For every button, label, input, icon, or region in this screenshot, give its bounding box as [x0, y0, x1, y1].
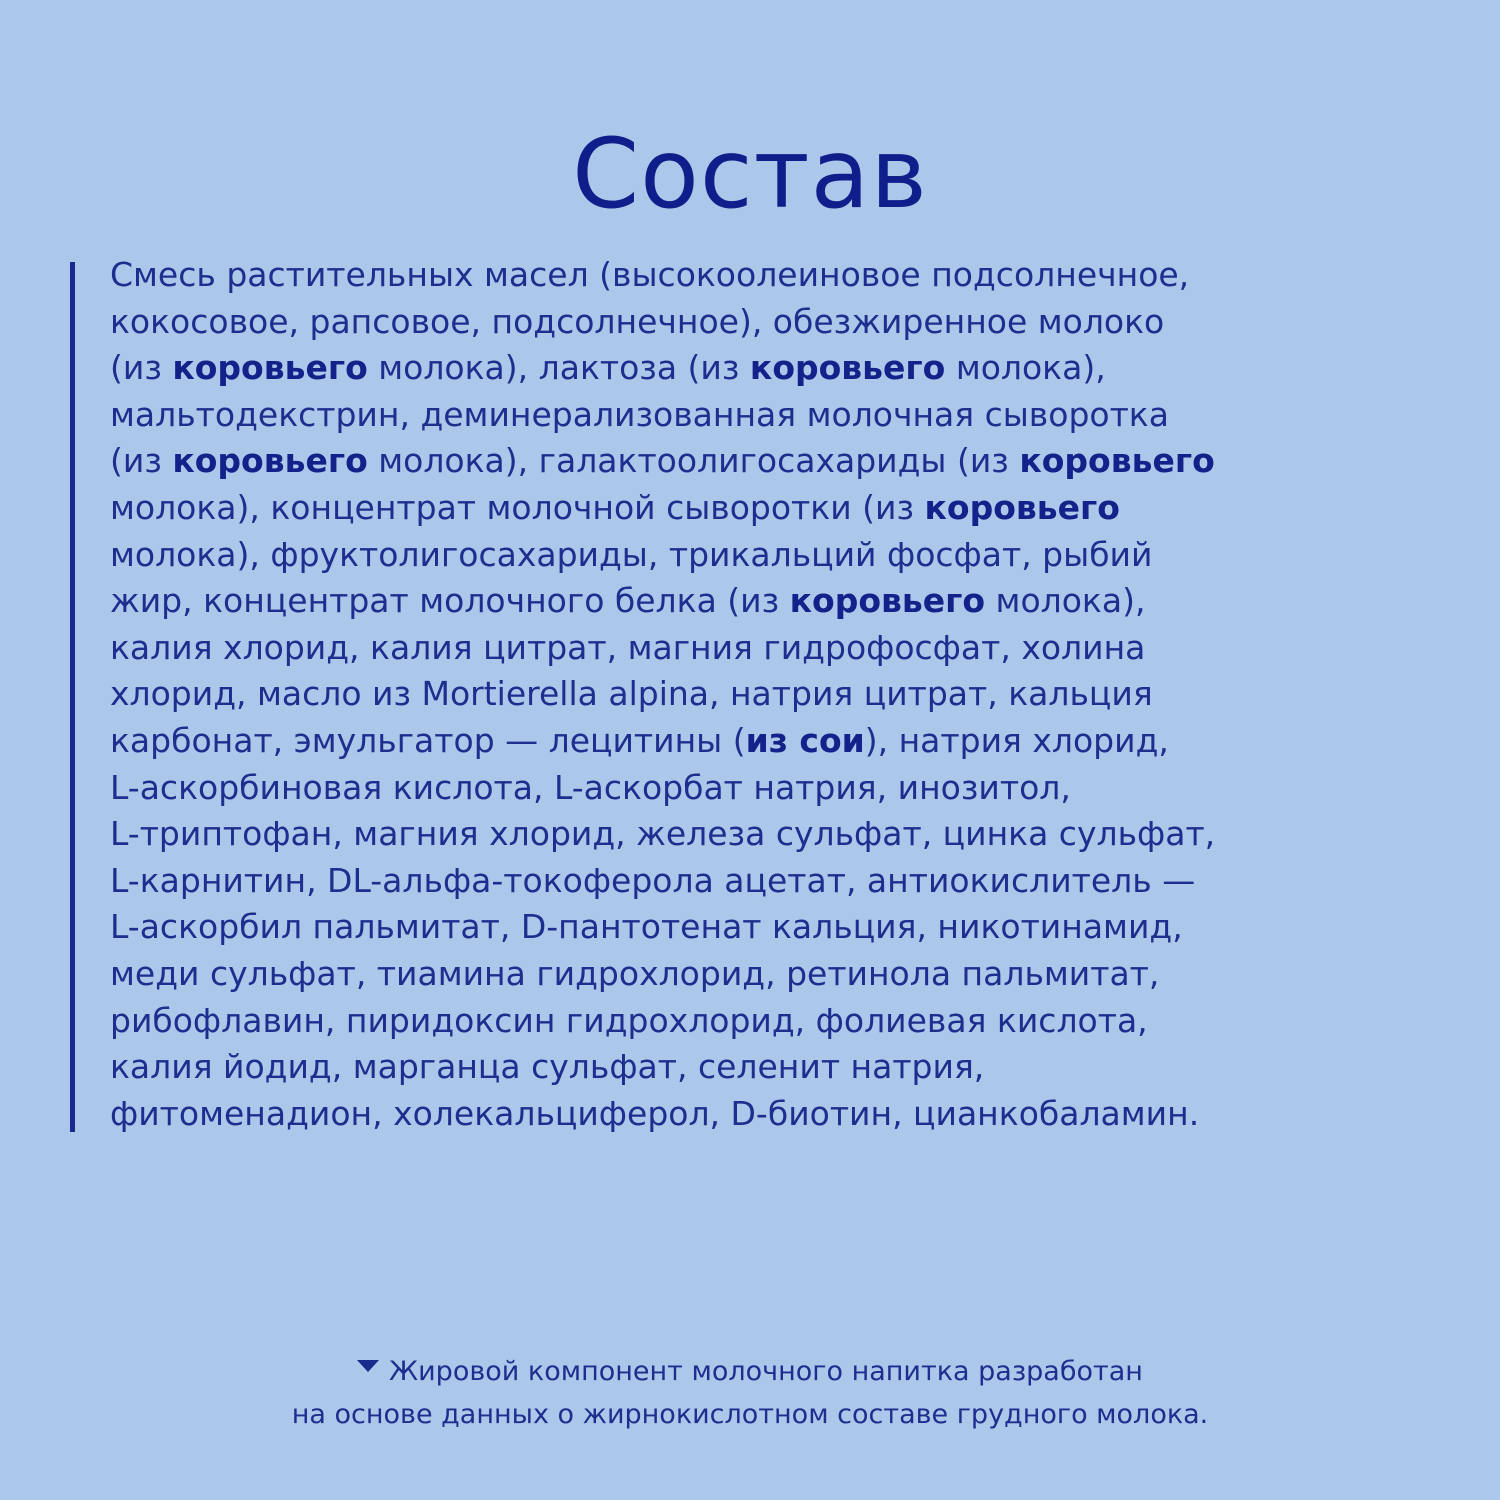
composition-text — [110, 252, 1430, 1137]
composition-line — [110, 904, 1430, 951]
composition-fragment: мальтодекстрин, деминерализованная молочная сыворотка — [110, 394, 1169, 434]
allergen-highlight: коровьего — [172, 348, 368, 388]
composition-fragment: кокосовое, рапсовое, подсолнечное), обезжиренное молоко — [110, 301, 1165, 341]
composition-fragment: (из — [110, 441, 173, 481]
composition-fragment: калия хлорид, калия цитрат, магния гидрофосфат, холина — [110, 627, 1146, 667]
composition-fragment: ), натрия хлорид, — [864, 720, 1169, 760]
composition-line — [110, 718, 1430, 765]
composition-line — [110, 1091, 1430, 1138]
composition-fragment: молока), — [945, 348, 1106, 388]
composition-fragment: L-триптофан, магния хлорид, железа сульфат, цинка сульфат, — [110, 814, 1216, 854]
composition-fragment: меди сульфат, тиамина гидрохлорид, ретинола пальмитат, — [110, 953, 1160, 993]
allergen-highlight: коровьего — [172, 441, 368, 481]
composition-line — [110, 578, 1430, 625]
composition-fragment: молока), фруктолигосахариды, трикальций фосфат, рыбий — [110, 534, 1153, 574]
composition-fragment: Смесь растительных масел (высокоолеиновое подсолнечное, — [110, 255, 1190, 294]
allergen-highlight: коровьего — [1019, 441, 1215, 481]
composition-line — [110, 532, 1430, 579]
composition-fragment: L-карнитин, DL-альфа-токоферола ацетат, антиокислитель — — [110, 860, 1196, 900]
composition-line — [110, 858, 1430, 905]
composition-line — [110, 485, 1430, 532]
composition-line — [110, 625, 1430, 672]
composition-fragment: фитоменадион, холекальциферол, D-биотин, цианкобаламин. — [110, 1093, 1200, 1133]
composition-line — [110, 1044, 1430, 1091]
allergen-highlight: коровьего — [789, 581, 986, 621]
triangle-marker-icon — [357, 1360, 379, 1372]
accent-bar — [70, 262, 75, 1132]
composition-line — [110, 392, 1430, 439]
composition-fragment: калия йодид, марганца сульфат, селенит натрия, — [110, 1047, 985, 1087]
composition-fragment: молока), — [985, 581, 1146, 621]
allergen-highlight: коровьего — [749, 348, 946, 388]
composition-line — [110, 671, 1430, 718]
composition-fragment: жир, концентрат молочного белка (из — [110, 581, 790, 621]
footnote-text-1: Жировой компонент молочного напитка разработан — [389, 1356, 1143, 1387]
composition-line — [110, 252, 1430, 299]
composition-fragment: карбонат, эмульгатор — лецитины ( — [110, 720, 746, 760]
composition-fragment: рибофлавин, пиридоксин гидрохлорид, фолиевая кислота, — [110, 1000, 1148, 1040]
composition-line — [110, 765, 1430, 812]
composition-fragment: молока), галактоолигосахариды (из — [367, 441, 1020, 481]
composition-fragment: (из — [110, 348, 173, 388]
allergen-highlight: коровьего — [924, 487, 1120, 527]
composition-line — [110, 951, 1430, 998]
composition-line — [110, 438, 1430, 485]
composition-fragment: L-аскорбиновая кислота, L-аскорбат натрия, инозитол, — [110, 767, 1071, 807]
footnote — [0, 1350, 1500, 1436]
footnote-line-2: на основе данных о жирнокислотном составе грудного молока. — [291, 1399, 1209, 1430]
composition-fragment: хлорид, масло из Mortierella alpina, натрия цитрат, кальция — [110, 674, 1153, 714]
footnote-line-1 — [0, 1350, 1500, 1393]
composition-line — [110, 998, 1430, 1045]
composition-fragment: молока), концентрат молочной сыворотки (из — [110, 487, 925, 527]
page-title: Состав — [572, 118, 928, 231]
composition-line — [110, 345, 1430, 392]
composition-line — [110, 811, 1430, 858]
composition-fragment: молока), лактоза (из — [367, 348, 750, 388]
composition-line — [110, 299, 1430, 346]
allergen-highlight: из сои — [745, 720, 865, 760]
composition-fragment: L-аскорбил пальмитат, D-пантотенат кальция, никотинамид, — [110, 907, 1183, 947]
